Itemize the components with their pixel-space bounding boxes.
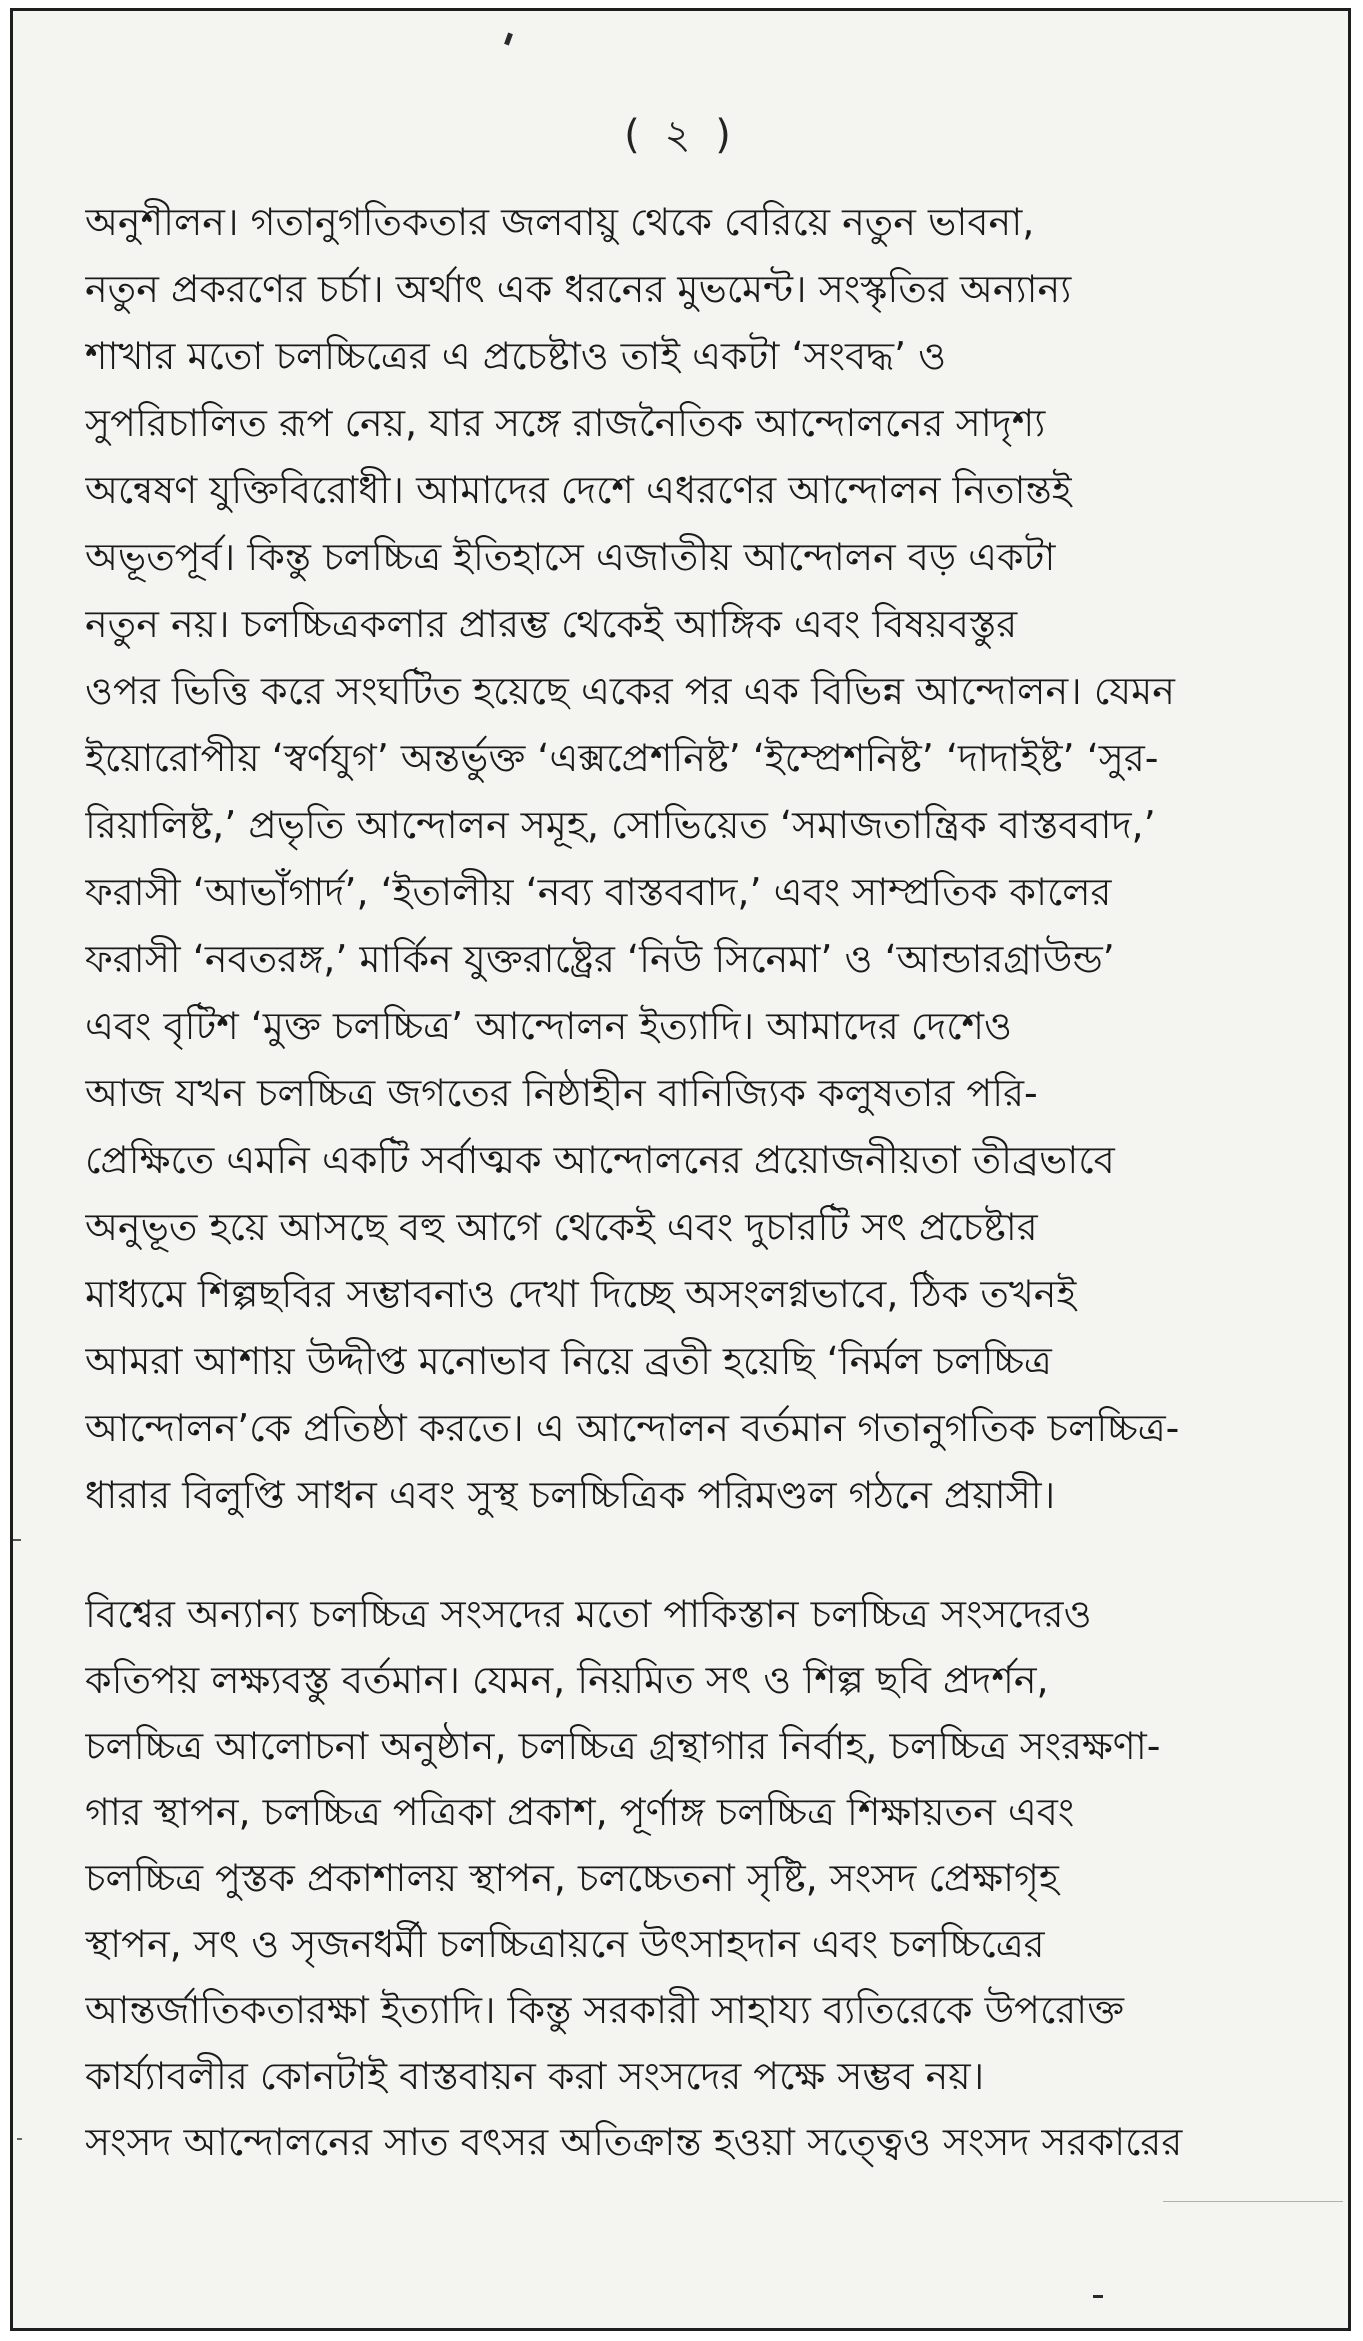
text-line: সংসদ আন্দোলনের সাত বৎসর অতিক্রান্ত হওয়া সত্ত্বেও সংসদ সরকারের: [85, 2120, 1183, 2164]
text-line: ইয়োরোপীয় ‘স্বর্ণযুগ’ অন্তর্ভুক্ত ‘এক্সপ্রেশনিষ্ট’ ‘ইম্প্রেশনিষ্ট’ ‘দাদাইষ্ট’ ‘সুর-: [85, 736, 1159, 780]
text-line: এবং বৃটিশ ‘মুক্ত চলচ্চিত্র’ আন্দোলন ইত্যাদি। আমাদের দেশেও: [85, 1004, 1012, 1048]
ink-speck: [504, 33, 513, 46]
ink-speck: [1093, 2295, 1103, 2298]
text-line: কার্য্যাবলীর কোনটাই বাস্তবায়ন করা সংসদের পক্ষে সম্ভব নয়।: [85, 2054, 985, 2098]
text-line: নতুন নয়। চলচ্চিত্রকলার প্রারম্ভ থেকেই আঙ্গিক এবং বিষয়বস্তুর: [85, 602, 1018, 646]
text-line: স্থাপন, সৎ ও সৃজনধর্মী চলচ্চিত্রায়নে উৎসাহদান এবং চলচ্চিত্রের: [85, 1922, 1045, 1966]
text-line: মাধ্যমে শিল্পছবির সম্ভাবনাও দেখা দিচ্ছে অসংলগ্নভাবে, ঠিক তখনই: [85, 1272, 1077, 1316]
text-line: গার স্থাপন, চলচ্চিত্র পত্রিকা প্রকাশ, পূর্ণাঙ্গ চলচ্চিত্র শিক্ষায়তন এবং: [85, 1790, 1075, 1834]
text-line: অভূতপূর্ব। কিন্তু চলচ্চিত্র ইতিহাসে এজাতীয় আন্দোলন বড় একটা: [85, 535, 1056, 579]
text-line: প্রেক্ষিতে এমনি একটি সর্বাত্মক আন্দোলনের প্রয়োজনীয়তা তীব্রভাবে: [85, 1138, 1115, 1182]
text-line: আজ যখন চলচ্চিত্র জগতের নিষ্ঠাহীন বানিজ্যিক কলুষতার পরি-: [85, 1071, 1038, 1115]
faint-rule: [1163, 2201, 1343, 2202]
text-line: ধারার বিলুপ্তি সাধন এবং সুস্থ চলচ্চিত্রিক পরিমণ্ডল গঠনে প্রয়াসী।: [85, 1473, 1056, 1517]
text-line: চলচ্চিত্র আলোচনা অনুষ্ঠান, চলচ্চিত্র গ্রন্থাগার নির্বাহ, চলচ্চিত্র সংরক্ষণা-: [85, 1724, 1161, 1768]
paragraph-1: [85, 189, 1260, 1529]
text-line: চলচ্চিত্র পুস্তক প্রকাশালয় স্থাপন, চলচ্চেতনা সৃষ্টি, সংসদ প্রেক্ষাগৃহ: [85, 1856, 1059, 1900]
text-line: আন্দোলন’কে প্রতিষ্ঠা করতে। এ আন্দোলন বর্তমান গতানুগতিক চলচ্চিত্র-: [85, 1406, 1180, 1450]
margin-mark: [13, 1539, 21, 1541]
text-line: আমরা আশায় উদ্দীপ্ত মনোভাব নিয়ে ব্রতী হয়েছি ‘নির্মল চলচ্চিত্র: [85, 1339, 1052, 1383]
text-line: অনুভূত হয়ে আসছে বহু আগে থেকেই এবং দুচারটি সৎ প্রচেষ্টার: [85, 1205, 1038, 1249]
text-line: রিয়ালিষ্ট,’ প্রভৃতি আন্দোলন সমূহ, সোভিয়েত ‘সমাজতান্ত্রিক বাস্তববাদ,’: [85, 803, 1156, 847]
text-line: বিশ্বের অন্যান্য চলচ্চিত্র সংসদের মতো পাকিস্তান চলচ্চিত্র সংসদেরও: [85, 1592, 1092, 1636]
text-line: ফরাসী ‘আভাঁগার্দ’, ‘ইতালীয় ‘নব্য বাস্তববাদ,’ এবং সাম্প্রতিক কালের: [85, 870, 1112, 914]
margin-mark: [17, 2138, 22, 2140]
text-line: অনুশীলন। গতানুগতিকতার জলবায়ু থেকে বেরিয়ে নতুন ভাবনা,: [85, 200, 1035, 244]
text-line: শাখার মতো চলচ্চিত্রের এ প্রচেষ্টাও তাই একটা ‘সংবদ্ধ’ ও: [85, 334, 947, 378]
paragraph-2: [85, 1581, 1260, 2175]
text-line: ওপর ভিত্তি করে সংঘটিত হয়েছে একের পর এক বিভিন্ন আন্দোলন। যেমন: [85, 669, 1175, 713]
text-line: কতিপয় লক্ষ্যবস্তু বর্তমান। যেমন, নিয়মিত সৎ ও শিল্প ছবি প্রদর্শন,: [85, 1658, 1049, 1702]
scanned-page: [10, 8, 1351, 2331]
page-number: ( ২ ): [624, 112, 737, 158]
text-line: আন্তর্জাতিকতারক্ষা ইত্যাদি। কিন্তু সরকারী সাহায্য ব্যতিরেকে উপরোক্ত: [85, 1988, 1125, 2032]
text-line: ফরাসী ‘নবতরঙ্গ,’ মার্কিন যুক্তরাষ্ট্রের ‘নিউ সিনেমা’ ও ‘আন্ডারগ্রাউন্ড’: [85, 937, 1115, 981]
text-line: নতুন প্রকরণের চর্চা। অর্থাৎ এক ধরনের মুভমেন্ট। সংস্কৃতির অন্যান্য: [85, 267, 1072, 311]
text-line: সুপরিচালিত রূপ নেয়, যার সঙ্গে রাজনৈতিক আন্দোলনের সাদৃশ্য: [85, 401, 1046, 445]
text-line: অন্বেষণ যুক্তিবিরোধী। আমাদের দেশে এধরণের আন্দোলন নিতান্তই: [85, 468, 1072, 512]
